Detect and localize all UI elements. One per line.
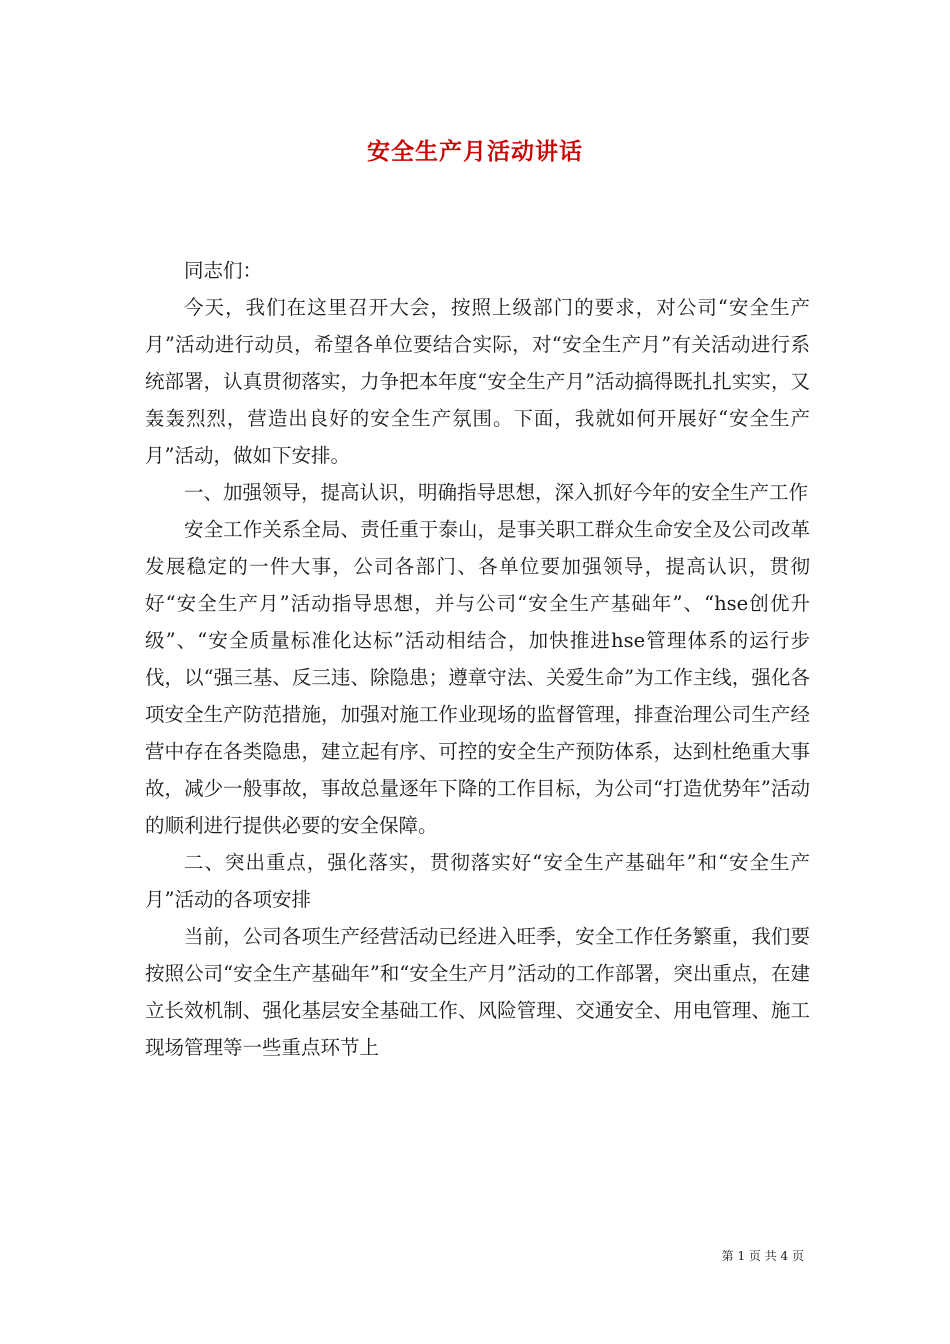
page-number-footer: 第 1 页 共 4 页 xyxy=(721,1249,804,1263)
salutation: 同志们： xyxy=(184,259,263,282)
section-heading-2: 二、突出重点，强化落实，贯彻落实好“安全生产基础年”和“安全生产月”活动的各项安排 xyxy=(145,851,810,911)
paragraph-section-2: 当前，公司各项生产经营活动已经进入旺季，安全工作任务繁重，我们要按照公司“安全生产基础年”和“安全生产月”活动的工作部署，突出重点，在建立长效机制、强化基层安全基础工作、风险管理、交通安全、用电管理、施工现场管理等一些重点环节上 xyxy=(145,925,810,1059)
paragraph-section-1: 安全工作关系全局、责任重于泰山，是事关职工群众生命安全及公司改革发展稳定的一件大事，公司各部门、各单位要加强领导，提高认识，贯彻好“安全生产月”活动指导思想，并与公司“安全生产基础年”、“hse创优升级”、“安全质量标准化达标”活动相结合，加快推进hse管理体系的运行步伐，以“强三基、反三违、除隐患；遵章守法、关爱生命”为工作主线，强化各项安全生产防范措施，加强对施工作业现场的监督管理，排查治理公司生产经营中存在各类隐患，建立起有序、可控的安全生产预防体系，达到杜绝重大事故，减少一般事故，事故总量逐年下降的工作目标，为公司“打造优势年”活动的顺利进行提供必要的安全保障。 xyxy=(145,518,810,837)
page-title: 安全生产月活动讲话 xyxy=(367,138,583,165)
section-heading-1: 一、加强领导，提高认识，明确指导思想，深入抓好今年的安全生产工作 xyxy=(184,481,809,504)
document-body xyxy=(145,252,810,1066)
paragraph-intro: 今天，我们在这里召开大会，按照上级部门的要求，对公司“安全生产月”活动进行动员，希望各单位要结合实际，对“安全生产月”有关活动进行系统部署，认真贯彻落实，力争把本年度“安全生产月”活动搞得既扎扎实实，又轰轰烈烈，营造出良好的安全生产氛围。下面，我就如何开展好“安全生产月”活动，做如下安排。 xyxy=(145,296,810,467)
